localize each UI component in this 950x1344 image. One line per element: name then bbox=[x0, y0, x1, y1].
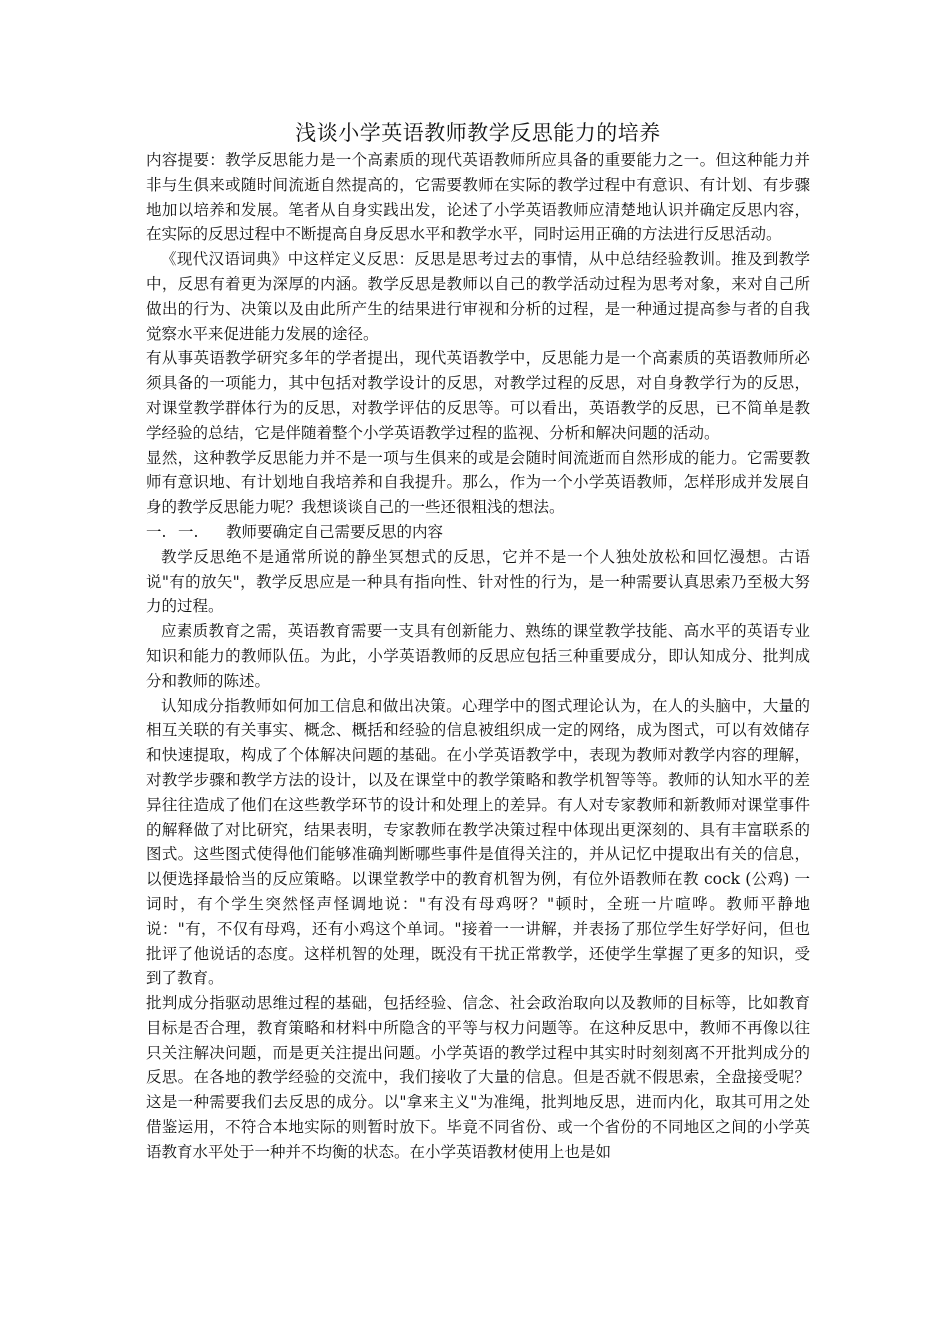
section-paragraph: 教学反思绝不是通常所说的静坐冥想式的反思，它并不是一个人独处放松和回忆漫想。古语说"有的放矢"，教学反思应是一种具有指向性、针对性的行为，是一种需要认真思索乃至极大努力的过程。 bbox=[146, 547, 810, 616]
section-heading bbox=[146, 520, 810, 545]
section-heading-text: 教师要确定自己需要反思的内容 bbox=[226, 522, 444, 541]
abstract-paragraph: 内容提要：教学反思能力是一个高素质的现代英语教师所应具备的重要能力之一。但这种能力并非与生俱来或随时间流逝自然提高的，它需要教师在实际的教学过程中有意识、有计划、有步骤地加以培养和发展。笔者从自身实践出发，论述了小学英语教师应清楚地认识并确定反思内容，在实际的反思过程中不断提高自身反思水平和教学水平，同时运用正确的方法进行反思活动。 bbox=[146, 151, 810, 244]
section-paragraph: 应素质教育之需，英语教育需要一支具有创新能力、熟练的课堂教学技能、高水平的英语专业知识和能力的教师队伍。为此，小学英语教师的反思应包括三种重要成分，即认知成分、批判成分和教师的陈述。 bbox=[146, 622, 810, 690]
body-paragraph: 有从事英语教学研究多年的学者提出，现代英语教学中，反思能力是一个高素质的英语教师所必须具备的一项能力，其中包括对教学设计的反思，对教学过程的反思，对自身教学行为的反思，对课堂教学群体行为的反思，对教学评估的反思等。可以看出，英语教学的反思，已不简单是教学经验的总结，它是伴随着整个小学英语教学过程的监视、分析和解决问题的活动。 bbox=[146, 349, 810, 442]
body-paragraph: 《现代汉语词典》中这样定义反思：反思是思考过去的事情，从中总结经验教训。推及到教学中，反思有着更为深厚的内涵。教学反思是教师以自己的教学活动过程为思考对象，来对自己所做出的行为、决策以及由此所产生的结果进行审视和分析的过程，是一种通过提高参与者的自我觉察水平来促进能力发展的途径。 bbox=[146, 250, 810, 343]
section-paragraph: 认知成分指教师如何加工信息和做出决策。心理学中的图式理论认为，在人的头脑中，大量的相互关联的有关事实、概念、概括和经验的信息被组织成一定的网络，成为图式，可以有效储存和快速提取，构成了个体解决问题的基础。在小学英语教学中，表现为教师对教学内容的理解，对教学步骤和教学方法的设计，以及在课堂中的教学策略和教学机智等等。教师的认知水平的差异往往造成了他们在这些教学环节的设计和处理上的差异。有人对专家教师和新教师对课堂事件的解释做了对比研究，结果表明，专家教师在教学决策过程中体现出更深刻的、具有丰富联系的图式。这些图式使得他们能够准确判断哪些事件是值得关注的，并从记忆中提取出有关的信息，以便选择最恰当的反应策略。以课堂教学中的教育机智为例，有位外语教师在教 cock (公鸡) 一词时，有个学生突然怪声怪调地说："有没有母鸡呀？"顿时，全班一片喧哗。教师平静地说："有，不仅有母鸡，还有小鸡这个单词。"接着一一讲解，并表扬了那位学生好学好问，但也批评了他说话的态度。这样机智的处理，既没有干扰正常教学，还使学生掌握了更多的知识，受到了教育。 bbox=[146, 696, 810, 988]
body-paragraph: 显然，这种教学反思能力并不是一项与生俱来的或是会随时间流逝而自然形成的能力。它需要教师有意识地、有计划地自我培养和自我提升。那么，作为一个小学英语教师，怎样形成并发展自身的教学反思能力呢？我想谈谈自己的一些还很粗浅的想法。 bbox=[146, 448, 810, 517]
section-subnumber: 一. bbox=[178, 522, 199, 541]
document-title: 浅谈小学英语教师教学反思能力的培养 bbox=[295, 121, 661, 145]
section-number: 一. bbox=[146, 522, 167, 541]
document-page bbox=[146, 118, 810, 1165]
section-paragraph: 批判成分指驱动思维过程的基础，包括经验、信念、社会政治取向以及教师的目标等，比如教育目标是否合理，教育策略和材料中所隐含的平等与权力问题等。在这种反思中，教师不再像以往只关注解决问题，而是更关注提出问题。小学英语的教学过程中其实时时刻刻离不开批判成分的反思。在各地的教学经验的交流中，我们接收了大量的信息。但是否就不假思索，全盘接受呢？这是一种需要我们去反思的成分。以"拿来主义"为准绳，批判地反思，进而内化，取其可用之处借鉴运用，不符合本地实际的则暂时放下。毕竟不同省份、或一个省份的不同地区之间的小学英语教育水平处于一种并不均衡的状态。在小学英语教材使用上也是如 bbox=[146, 994, 810, 1161]
